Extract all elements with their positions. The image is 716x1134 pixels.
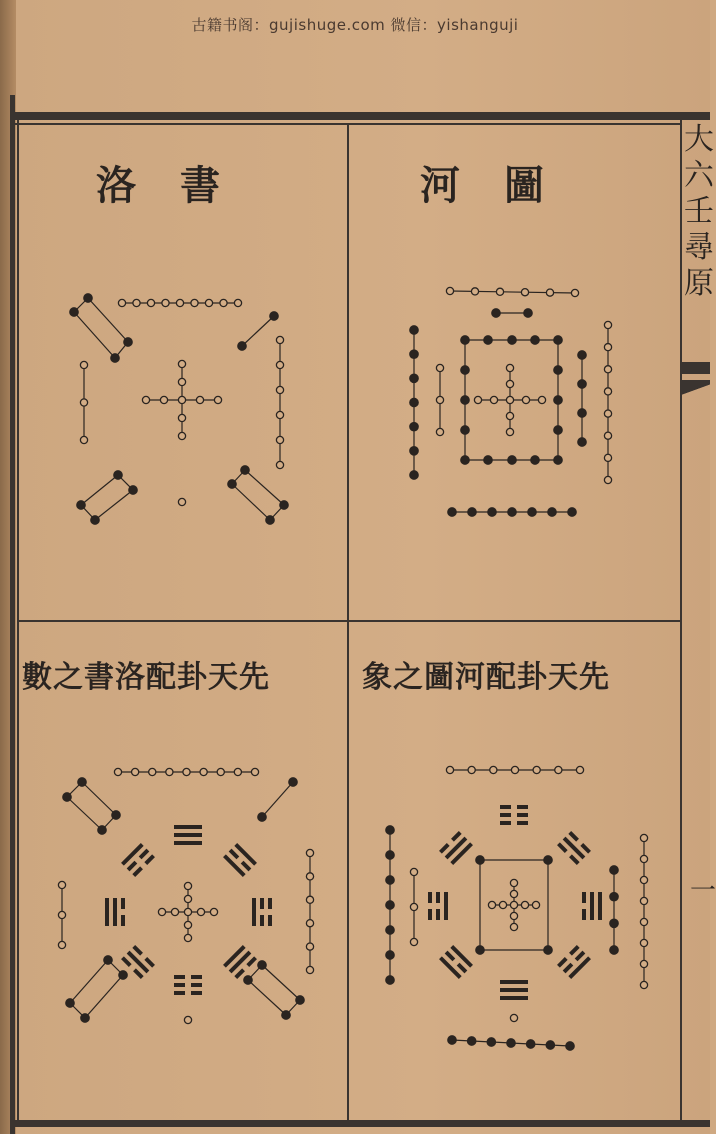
yin-dot [289, 778, 297, 786]
yang-dot [522, 396, 529, 403]
yang-dot [604, 366, 611, 373]
yin-dot [63, 793, 71, 801]
yang-dot [217, 768, 224, 775]
hetu-title: 河圖 [420, 162, 588, 209]
yang-dot [521, 901, 528, 908]
yang-dot [276, 361, 283, 368]
trigram-mark [174, 827, 202, 843]
yang-dot [178, 378, 185, 385]
yang-dot [604, 454, 611, 461]
hetu-bagua-caption: 象之圖河配卦天先 [362, 660, 610, 695]
yang-dot [506, 364, 513, 371]
yang-dot [436, 428, 443, 435]
yin-dot [282, 1011, 290, 1019]
yin-dot [91, 516, 99, 524]
yang-dot [306, 849, 313, 856]
yin-dot [244, 976, 252, 984]
yin-dot [610, 919, 618, 927]
yang-dot [58, 911, 65, 918]
trigram-mark [107, 898, 123, 926]
yin-dot [448, 508, 456, 516]
luoshu-bagua-caption: 數之書洛配卦天先 [22, 660, 270, 695]
yin-dot [467, 1037, 475, 1045]
yang-dot [234, 299, 241, 306]
yang-dot [306, 943, 313, 950]
yin-dot [280, 501, 288, 509]
yin-dot [410, 350, 418, 358]
yin-dot [386, 901, 394, 909]
yang-dot [251, 768, 258, 775]
yin-dot [84, 294, 92, 302]
yin-dot [410, 471, 418, 479]
yang-dot [576, 766, 583, 773]
connector-line [67, 797, 102, 830]
yang-dot [149, 768, 156, 775]
yang-dot [468, 766, 475, 773]
yang-dot [510, 923, 517, 930]
yang-dot [178, 432, 185, 439]
yin-dot [524, 309, 532, 317]
yang-dot [184, 934, 191, 941]
yin-dot [410, 422, 418, 430]
yang-dot [436, 396, 443, 403]
yin-dot [554, 426, 562, 434]
yin-dot [484, 336, 492, 344]
yang-dot [58, 941, 65, 948]
yin-dot [578, 380, 586, 388]
yang-dot [162, 299, 169, 306]
yin-dot [386, 926, 394, 934]
yin-dot [410, 374, 418, 382]
yang-dot [80, 399, 87, 406]
yang-dot [510, 879, 517, 886]
yang-dot [506, 412, 513, 419]
yang-dot [183, 768, 190, 775]
yin-dot [258, 961, 266, 969]
yang-dot [220, 299, 227, 306]
yin-dot [98, 826, 106, 834]
yang-dot [178, 498, 185, 505]
yang-dot [58, 881, 65, 888]
yang-dot [306, 873, 313, 880]
yang-dot [604, 388, 611, 395]
yang-dot [276, 436, 283, 443]
yin-dot [119, 971, 127, 979]
yang-dot [640, 834, 647, 841]
yang-dot [176, 299, 183, 306]
yang-dot [410, 868, 417, 875]
yin-dot [461, 456, 469, 464]
yin-dot [266, 516, 274, 524]
yin-dot [241, 466, 249, 474]
yang-dot [118, 299, 125, 306]
yin-dot [476, 856, 484, 864]
yin-dot [461, 336, 469, 344]
yang-dot [276, 386, 283, 393]
connector-line [450, 291, 575, 293]
yang-dot [490, 766, 497, 773]
yin-dot [487, 1038, 495, 1046]
yin-dot [546, 1041, 554, 1049]
yin-dot [610, 866, 618, 874]
yin-dot [448, 1036, 456, 1044]
yin-dot [488, 508, 496, 516]
yin-dot [461, 366, 469, 374]
yin-dot [114, 471, 122, 479]
luoshu-title: 洛書 [96, 162, 264, 209]
yang-dot [506, 380, 513, 387]
yang-dot [640, 981, 647, 988]
yang-dot [521, 289, 528, 296]
yang-dot [474, 396, 481, 403]
yang-dot [640, 876, 647, 883]
yang-dot [510, 1014, 517, 1021]
yang-dot [184, 1016, 191, 1023]
yin-dot [468, 508, 476, 516]
yang-dot [506, 428, 513, 435]
yang-dot [499, 901, 506, 908]
yin-dot [610, 892, 618, 900]
connector-line [70, 960, 108, 1003]
yin-dot [81, 1014, 89, 1022]
yin-dot [508, 508, 516, 516]
yin-dot [578, 351, 586, 359]
connector-line [95, 490, 133, 520]
yang-dot [306, 966, 313, 973]
yang-dot [114, 768, 121, 775]
yang-dot [132, 768, 139, 775]
trigram-mark [584, 892, 600, 920]
yin-dot [386, 876, 394, 884]
yang-dot [555, 766, 562, 773]
yang-dot [488, 901, 495, 908]
yang-dot [306, 920, 313, 927]
yang-dot [133, 299, 140, 306]
yin-dot [77, 501, 85, 509]
yang-dot [538, 396, 545, 403]
connector-line [262, 965, 300, 1000]
trigram-mark [440, 946, 471, 977]
yin-dot [566, 1042, 574, 1050]
yang-dot [205, 299, 212, 306]
yang-dot [184, 895, 191, 902]
yin-dot [544, 946, 552, 954]
yang-dot [604, 410, 611, 417]
yin-dot [610, 946, 618, 954]
yang-dot [511, 766, 518, 773]
yang-dot [276, 336, 283, 343]
yin-dot [531, 456, 539, 464]
yang-dot [184, 908, 191, 915]
yin-dot [386, 951, 394, 959]
yin-dot [238, 342, 246, 350]
yin-dot [410, 398, 418, 406]
yang-dot [436, 364, 443, 371]
side-page-number: 一 [690, 876, 716, 906]
yang-dot [276, 461, 283, 468]
connector-line [81, 475, 118, 505]
yang-dot [234, 768, 241, 775]
yang-dot [533, 766, 540, 773]
yang-dot [200, 768, 207, 775]
yin-dot [461, 426, 469, 434]
yang-dot [160, 396, 167, 403]
yang-dot [604, 344, 611, 351]
yang-dot [532, 901, 539, 908]
trigram-mark [558, 946, 589, 977]
trigram-mark [558, 832, 589, 863]
yang-dot [510, 901, 517, 908]
yang-dot [471, 288, 478, 295]
trigram-mark [254, 898, 270, 926]
yin-dot [507, 1039, 515, 1047]
yin-dot [554, 366, 562, 374]
yin-dot [526, 1040, 534, 1048]
yang-dot [184, 882, 191, 889]
yang-dot [410, 938, 417, 945]
trigram-mark [430, 892, 446, 920]
yang-dot [197, 908, 204, 915]
connector-line [262, 782, 293, 817]
trigram-mark [500, 807, 528, 823]
yang-dot [178, 360, 185, 367]
yang-dot [604, 321, 611, 328]
yang-dot [640, 918, 647, 925]
yang-dot [178, 414, 185, 421]
yang-dot [178, 396, 185, 403]
yin-dot [111, 354, 119, 362]
watermark-text: 古籍书阁：gujishuge.com 微信：yishanguji [191, 16, 519, 34]
yang-dot [142, 396, 149, 403]
yang-dot [571, 289, 578, 296]
yin-dot [112, 811, 120, 819]
trigram-mark [174, 977, 202, 993]
yang-dot [210, 908, 217, 915]
yang-dot [147, 299, 154, 306]
yang-dot [306, 896, 313, 903]
yin-dot [228, 480, 236, 488]
yin-dot [129, 486, 137, 494]
yin-dot [70, 308, 78, 316]
yang-dot [640, 939, 647, 946]
trigram-mark [224, 844, 255, 875]
yang-dot [276, 411, 283, 418]
yin-dot [296, 996, 304, 1004]
yang-dot [80, 436, 87, 443]
yin-dot [386, 976, 394, 984]
yang-dot [604, 476, 611, 483]
yin-dot [270, 312, 278, 320]
yin-dot [548, 508, 556, 516]
yin-dot [476, 946, 484, 954]
yang-dot [546, 289, 553, 296]
yang-dot [214, 396, 221, 403]
yin-dot [554, 456, 562, 464]
connector-line [232, 484, 270, 520]
yin-dot [568, 508, 576, 516]
yang-dot [640, 960, 647, 967]
connector-line [74, 312, 115, 358]
connector-line [248, 980, 286, 1015]
yang-dot [506, 396, 513, 403]
yang-dot [510, 890, 517, 897]
yin-dot [508, 456, 516, 464]
yin-dot [528, 508, 536, 516]
yang-dot [158, 908, 165, 915]
yang-dot [640, 855, 647, 862]
yang-dot [496, 288, 503, 295]
yin-dot [544, 856, 552, 864]
yang-dot [446, 766, 453, 773]
connector-line [85, 975, 123, 1018]
trigram-mark [224, 946, 255, 977]
yang-dot [166, 768, 173, 775]
yang-dot [604, 432, 611, 439]
yang-dot [446, 287, 453, 294]
yin-dot [554, 396, 562, 404]
trigram-mark [122, 844, 153, 875]
connector-line [82, 782, 116, 815]
side-book-title: 大六壬尋原 [684, 122, 714, 301]
yin-dot [410, 326, 418, 334]
yin-dot [461, 396, 469, 404]
yin-dot [104, 956, 112, 964]
yang-dot [640, 897, 647, 904]
yang-dot [80, 361, 87, 368]
yin-dot [410, 447, 418, 455]
yin-dot [258, 813, 266, 821]
trigram-mark [440, 832, 471, 863]
yin-dot [66, 999, 74, 1007]
connector-line [242, 316, 274, 346]
yang-dot [171, 908, 178, 915]
yin-dot [508, 336, 516, 344]
yin-dot [554, 336, 562, 344]
trigram-mark [500, 982, 528, 998]
yang-dot [196, 396, 203, 403]
yang-dot [410, 903, 417, 910]
yin-dot [484, 456, 492, 464]
yin-dot [578, 409, 586, 417]
yang-dot [184, 921, 191, 928]
yang-dot [191, 299, 198, 306]
yang-dot [510, 912, 517, 919]
yin-dot [531, 336, 539, 344]
yin-dot [78, 778, 86, 786]
connector-line [245, 470, 284, 505]
yin-dot [386, 826, 394, 834]
yin-dot [386, 851, 394, 859]
yin-dot [492, 309, 500, 317]
yin-dot [124, 338, 132, 346]
yin-dot [578, 438, 586, 446]
yang-dot [490, 396, 497, 403]
